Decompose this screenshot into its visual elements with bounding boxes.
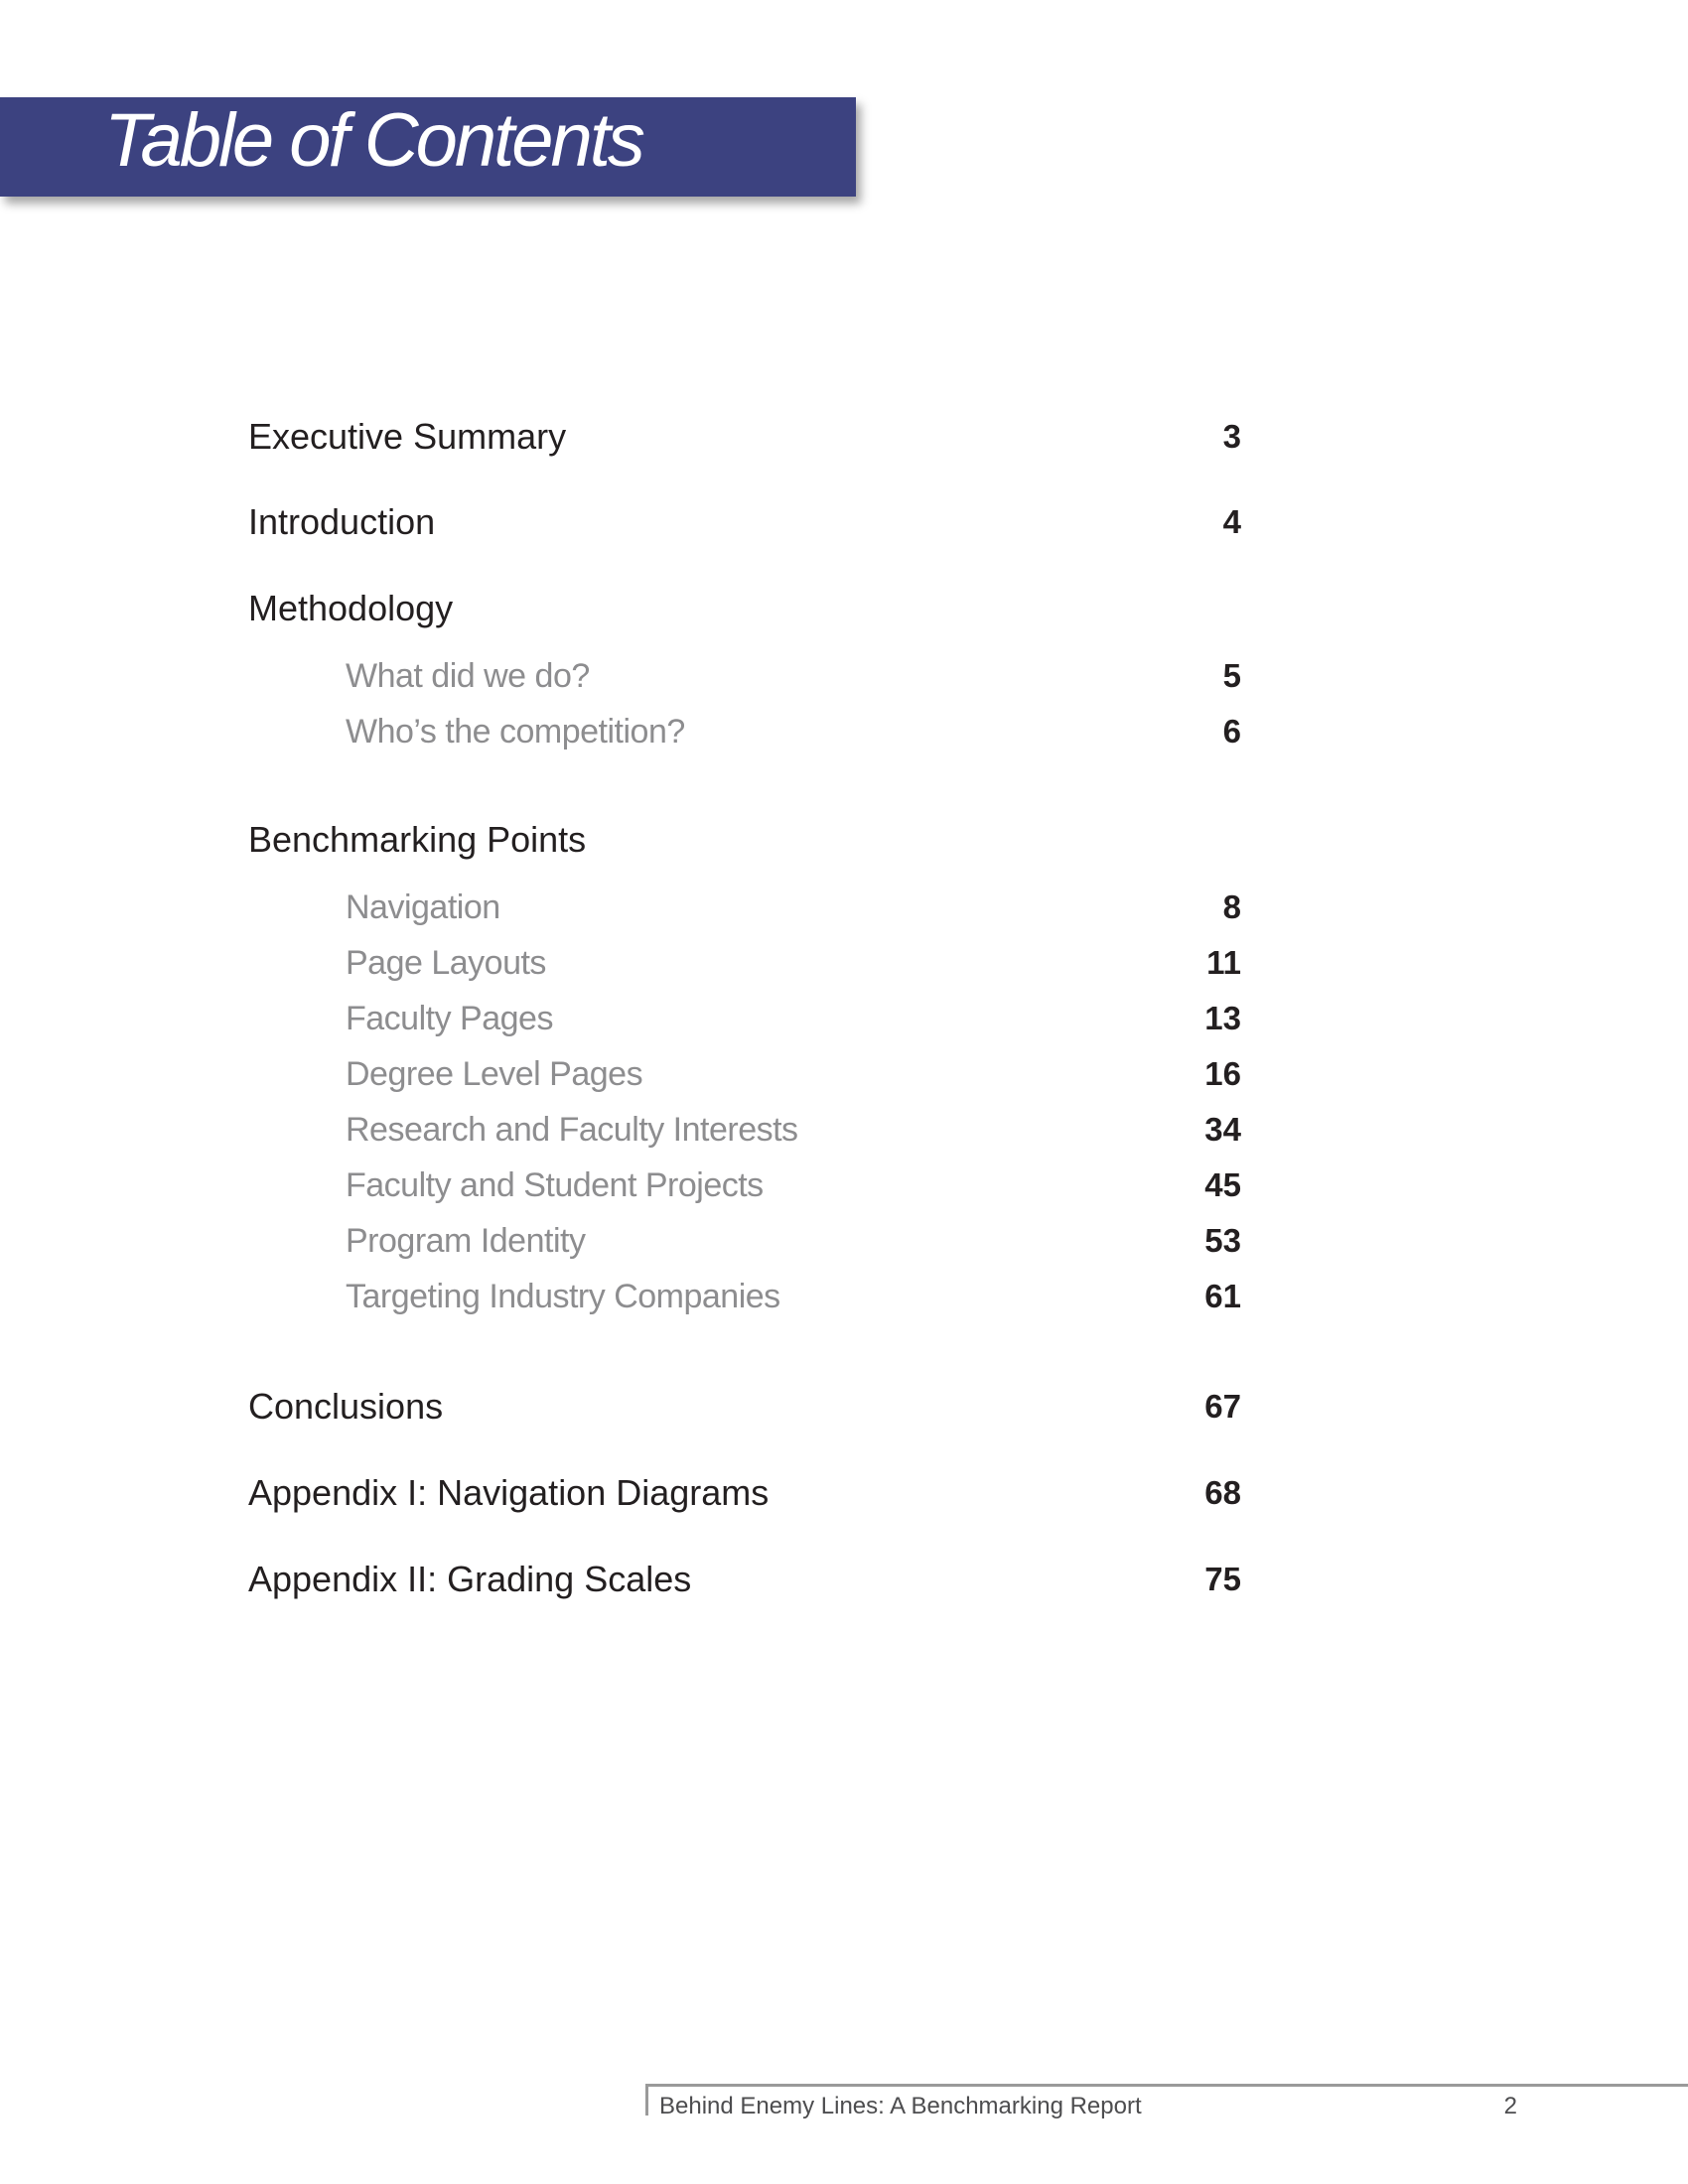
footer-rule xyxy=(645,2084,1688,2087)
toc-entry-page: 75 xyxy=(1204,1561,1241,1597)
toc-subentry-label: Program Identity xyxy=(346,1222,586,1260)
toc-subentry-page: 45 xyxy=(1204,1166,1241,1203)
toc-subentry-label: Faculty and Student Projects xyxy=(346,1166,764,1204)
toc-subentry-navigation[interactable] xyxy=(0,878,1688,937)
toc-entry-executive-summary[interactable] xyxy=(0,407,1688,467)
toc-subentry-label: Navigation xyxy=(346,888,500,926)
toc-entry-conclusions[interactable] xyxy=(0,1377,1688,1436)
toc-subentry-page: 53 xyxy=(1204,1222,1241,1259)
toc-entry-label: Introduction xyxy=(248,501,436,542)
toc-subentry-targeting-industry-companies[interactable] xyxy=(0,1267,1688,1326)
toc-entry-label: Conclusions xyxy=(248,1386,444,1427)
toc-entry-page: 3 xyxy=(1222,418,1241,455)
toc-subentry-label: Targeting Industry Companies xyxy=(346,1278,780,1315)
toc-subentry-page: 8 xyxy=(1222,888,1241,925)
toc-entry-label: Appendix II: Grading Scales xyxy=(248,1559,692,1599)
toc-subentry-label: Page Layouts xyxy=(346,944,546,982)
toc-subentry-page: 13 xyxy=(1204,1000,1241,1036)
toc-subentry-whos-the-competition[interactable] xyxy=(0,702,1688,761)
toc-entry-introduction[interactable] xyxy=(0,492,1688,552)
footer-page-number: 2 xyxy=(1503,2093,1517,2119)
toc-entry-page: 68 xyxy=(1204,1474,1241,1511)
toc-entry-page: 4 xyxy=(1222,503,1241,540)
toc-subentry-research-and-faculty-interests[interactable] xyxy=(0,1100,1688,1160)
toc-section-label: Benchmarking Points xyxy=(248,819,587,860)
toc-subentry-label: What did we do? xyxy=(346,657,590,695)
toc-entry-appendix-2[interactable] xyxy=(0,1550,1688,1609)
toc-section-benchmarking-points[interactable] xyxy=(0,810,1688,870)
toc-subentry-page: 34 xyxy=(1204,1111,1241,1148)
toc-subentry-page: 5 xyxy=(1222,657,1241,694)
page-title: Table of Contents xyxy=(104,98,642,183)
footer-rule-tick xyxy=(645,2084,648,2116)
toc-subentry-label: Research and Faculty Interests xyxy=(346,1111,798,1149)
toc-entry-appendix-1[interactable] xyxy=(0,1463,1688,1523)
toc-subentry-page: 61 xyxy=(1204,1278,1241,1314)
toc-section-label: Methodology xyxy=(248,588,454,628)
toc-subentry-page: 16 xyxy=(1204,1055,1241,1092)
toc-subentry-program-identity[interactable] xyxy=(0,1211,1688,1271)
toc-subentry-page-layouts[interactable] xyxy=(0,933,1688,993)
toc-subentry-degree-level-pages[interactable] xyxy=(0,1044,1688,1104)
toc-subentry-faculty-and-student-projects[interactable] xyxy=(0,1156,1688,1215)
toc-subentry-page: 11 xyxy=(1206,944,1241,981)
toc-subentry-faculty-pages[interactable] xyxy=(0,989,1688,1048)
toc-subentry-label: Degree Level Pages xyxy=(346,1055,643,1093)
toc-subentry-label: Faculty Pages xyxy=(346,1000,553,1037)
toc-entry-label: Executive Summary xyxy=(248,416,567,457)
toc-subentry-what-did-we-do[interactable] xyxy=(0,646,1688,706)
footer-report-title: Behind Enemy Lines: A Benchmarking Report xyxy=(659,2093,1142,2119)
toc-entry-label: Appendix I: Navigation Diagrams xyxy=(248,1472,770,1513)
toc-section-methodology[interactable] xyxy=(0,579,1688,638)
toc-entry-page: 67 xyxy=(1204,1388,1241,1425)
toc-subentry-label: Who’s the competition? xyxy=(346,713,685,751)
toc-subentry-page: 6 xyxy=(1222,713,1241,750)
